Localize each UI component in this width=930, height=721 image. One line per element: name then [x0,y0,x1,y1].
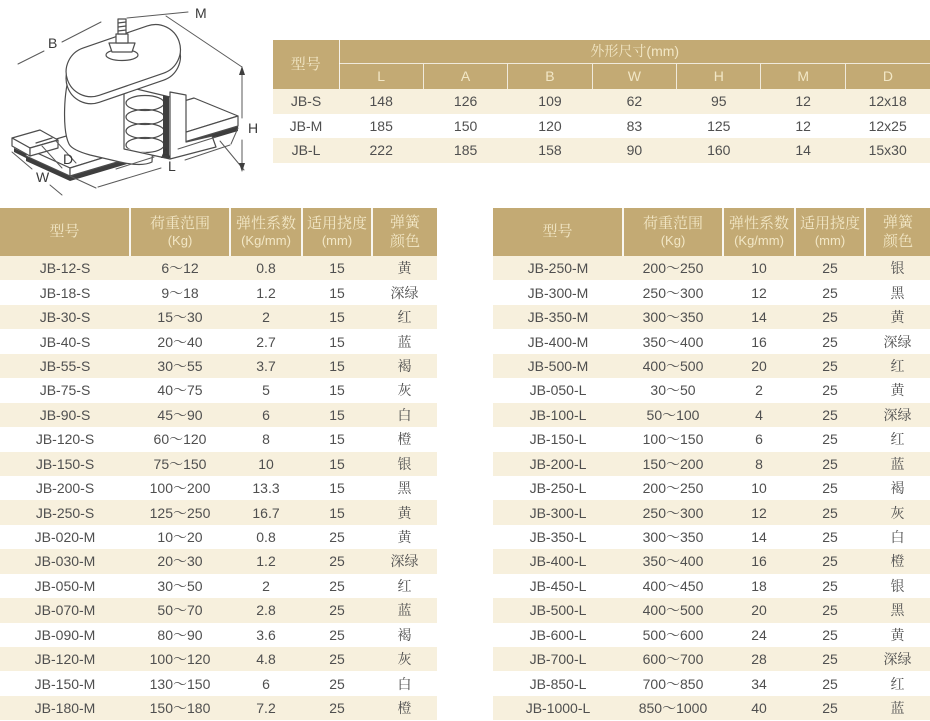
dimensions-table [273,40,930,163]
dim-sub-header-w: W [592,64,676,90]
dim-sub-header-b: B [508,64,592,90]
spec-table-row [493,280,930,304]
deflection-cell: 25 [795,574,865,598]
load-range-cell: 30～50 [623,378,723,402]
spring-color-cell: 深绿 [865,647,930,671]
spec-table-row [0,378,437,402]
spring-color-cell: 白 [865,525,930,549]
dim-label-l: L [168,158,176,174]
load-range-cell: 125～250 [130,500,230,524]
load-range-cell: 350～400 [623,329,723,353]
spec-table-row [0,647,437,671]
model-cell: JB-90-S [0,403,130,427]
load-range-cell: 700～850 [623,671,723,695]
load-range-cell: 50～100 [623,403,723,427]
hex-nut [109,43,135,52]
deflection-cell: 25 [795,549,865,573]
stiffness-cell: 34 [723,671,795,695]
spring-color-cell: 橙 [372,427,437,451]
deflection-cell: 25 [795,525,865,549]
stiffness-cell: 0.8 [230,525,302,549]
spec-table-row [493,378,930,402]
deflection-cell: 25 [795,427,865,451]
dim-label-h: H [248,120,259,136]
load-range-cell: 15～30 [130,305,230,329]
load-range-cell: 80～90 [130,623,230,647]
stiffness-cell: 14 [723,305,795,329]
load-range-cell: 400～500 [623,354,723,378]
dim-label-m: M [195,5,207,21]
load-range-header: 荷重范围 (Kg) [130,208,230,256]
stiffness-cell: 6 [230,671,302,695]
spring-color-cell: 黄 [865,623,930,647]
model-cell: JB-350-L [493,525,623,549]
load-range-cell: 60～120 [130,427,230,451]
spring-color-cell: 黑 [865,598,930,622]
model-cell: JB-050-M [0,574,130,598]
spring-color-cell: 灰 [372,647,437,671]
dim-label-d: D [63,151,74,167]
load-range-cell: 150～180 [130,696,230,720]
deflection-cell: 15 [302,354,372,378]
load-range-cell: 500～600 [623,623,723,647]
deflection-cell: 15 [302,500,372,524]
spring-color-cell: 蓝 [372,329,437,353]
spec-table-row [0,598,437,622]
dim-label-w: W [36,169,50,185]
spec-table-row [493,256,930,280]
spring-color-cell: 黄 [372,256,437,280]
spring-color-cell: 蓝 [372,598,437,622]
model-cell: JB-450-L [493,574,623,598]
dim-m-cell: 14 [761,138,845,163]
dim-h-cell: 160 [677,138,761,163]
dim-h-cell: 95 [677,89,761,114]
spec-table-row [0,525,437,549]
dim-l-cell: 148 [339,89,423,114]
stiffness-cell: 0.8 [230,256,302,280]
dim-sub-header-m: M [761,64,845,90]
spec-table-right [493,208,930,720]
deflection-cell: 25 [795,305,865,329]
dim-w-cell: 62 [592,89,676,114]
spring-color-cell: 深绿 [865,329,930,353]
model-cell: JB-30-S [0,305,130,329]
stiffness-cell: 12 [723,280,795,304]
spec-table-row [493,647,930,671]
stiffness-cell: 6 [723,427,795,451]
deflection-cell: 25 [795,476,865,500]
model-cell: JB-850-L [493,671,623,695]
load-range-cell: 400～500 [623,598,723,622]
deflection-cell: 25 [302,696,372,720]
spec-table-row [493,305,930,329]
spring-color-cell: 银 [372,452,437,476]
load-range-cell: 6～12 [130,256,230,280]
model-cell: JB-250-L [493,476,623,500]
load-range-cell: 200～250 [623,256,723,280]
spec-table-row [0,696,437,720]
stiffness-cell: 20 [723,598,795,622]
spring-color-cell: 黄 [372,525,437,549]
deflection-cell: 25 [302,623,372,647]
stiffness-cell: 40 [723,696,795,720]
deflection-cell: 15 [302,329,372,353]
load-range-cell: 130～150 [130,671,230,695]
stiffness-cell: 5 [230,378,302,402]
stiffness-header: 弹性系数 (Kg/mm) [230,208,302,256]
spring-color-cell: 黑 [865,280,930,304]
load-range-cell: 150～200 [623,452,723,476]
deflection-cell: 25 [795,280,865,304]
load-range-header: 荷重范围 (Kg) [623,208,723,256]
spring-color-cell: 红 [865,427,930,451]
model-cell: JB-350-M [493,305,623,329]
spring-color-cell: 蓝 [865,696,930,720]
load-range-cell: 20～40 [130,329,230,353]
spring-color-cell: 红 [865,354,930,378]
stiffness-cell: 8 [230,427,302,451]
stiffness-cell: 2.8 [230,598,302,622]
stiffness-cell: 2 [723,378,795,402]
stiffness-cell: 28 [723,647,795,671]
dim-m-cell: 12 [761,114,845,139]
dim-table-row [273,89,930,114]
spring-color-cell: 黄 [372,500,437,524]
spec-table-row [0,329,437,353]
stiffness-cell: 10 [723,256,795,280]
model-cell: JB-M [273,114,339,139]
dim-l-cell: 185 [339,114,423,139]
deflection-cell: 25 [795,623,865,647]
load-range-cell: 850～1000 [623,696,723,720]
deflection-cell: 25 [302,525,372,549]
spring-color-cell: 深绿 [372,549,437,573]
stiffness-cell: 3.6 [230,623,302,647]
load-range-cell: 50～70 [130,598,230,622]
spring-color-cell: 红 [372,305,437,329]
spec-table-row [493,598,930,622]
model-cell: JB-400-L [493,549,623,573]
model-cell: JB-250-M [493,256,623,280]
deflection-cell: 25 [795,500,865,524]
spec-table-row [493,574,930,598]
load-range-cell: 250～300 [623,280,723,304]
dim-a-cell: 126 [423,89,507,114]
spec-table-row [0,427,437,451]
model-cell: JB-500-L [493,598,623,622]
deflection-cell: 25 [302,598,372,622]
dim-group-header: 外形尺寸(mm) [339,40,930,64]
spec-table-row [493,476,930,500]
deflection-cell: 25 [795,452,865,476]
deflection-cell: 25 [795,354,865,378]
model-cell: JB-120-M [0,647,130,671]
dim-w-cell: 90 [592,138,676,163]
spec-table-row [493,354,930,378]
model-cell: JB-200-L [493,452,623,476]
load-range-cell: 40～75 [130,378,230,402]
spec-table-row [0,476,437,500]
model-cell: JB-150-S [0,452,130,476]
dim-d-cell: 15x30 [845,138,930,163]
load-range-cell: 300～350 [623,305,723,329]
spring-color-cell: 黄 [865,378,930,402]
model-cell: JB-020-M [0,525,130,549]
model-cell: JB-120-S [0,427,130,451]
spec-table-row [0,500,437,524]
deflection-cell: 15 [302,452,372,476]
model-cell: JB-070-M [0,598,130,622]
load-range-cell: 250～300 [623,500,723,524]
spring-color-cell: 蓝 [865,452,930,476]
dim-a-cell: 185 [423,138,507,163]
stiffness-cell: 4 [723,403,795,427]
stiffness-cell: 2 [230,574,302,598]
stiffness-cell: 1.2 [230,280,302,304]
dim-sub-header-a: A [423,64,507,90]
spring-color-cell: 橙 [372,696,437,720]
stiffness-cell: 16 [723,329,795,353]
spring-color-header: 弹簧 颜色 [865,208,930,256]
stiffness-cell: 16.7 [230,500,302,524]
deflection-cell: 25 [795,403,865,427]
dim-a-cell: 150 [423,114,507,139]
deflection-cell: 15 [302,476,372,500]
model-cell: JB-100-L [493,403,623,427]
model-header: 型号 [0,208,130,256]
stiffness-cell: 18 [723,574,795,598]
stiffness-cell: 10 [723,476,795,500]
load-range-cell: 350～400 [623,549,723,573]
model-cell: JB-12-S [0,256,130,280]
deflection-cell: 25 [302,671,372,695]
spec-table-row [0,305,437,329]
spec-table-row [493,525,930,549]
model-cell: JB-18-S [0,280,130,304]
dim-b-cell: 109 [508,89,592,114]
spec-table-row [0,671,437,695]
spring-color-cell: 黄 [865,305,930,329]
model-cell: JB-150-M [0,671,130,695]
deflection-cell: 25 [302,574,372,598]
spring-color-cell: 褐 [372,354,437,378]
deflection-cell: 15 [302,280,372,304]
load-range-cell: 100～200 [130,476,230,500]
dim-w-cell: 83 [592,114,676,139]
spring-color-cell: 深绿 [865,403,930,427]
model-cell: JB-55-S [0,354,130,378]
dim-model-header: 型号 [273,40,339,89]
spring-color-cell: 银 [865,574,930,598]
load-range-cell: 75～150 [130,452,230,476]
model-cell: JB-75-S [0,378,130,402]
load-range-cell: 30～50 [130,574,230,598]
spec-table-row [0,623,437,647]
stiffness-cell: 16 [723,549,795,573]
dim-b-cell: 158 [508,138,592,163]
dim-label-a: A [161,145,171,161]
model-cell: JB-400-M [493,329,623,353]
stiffness-cell: 2 [230,305,302,329]
load-range-cell: 400～450 [623,574,723,598]
deflection-cell: 25 [795,256,865,280]
deflection-cell: 25 [795,378,865,402]
spec-table-row [493,549,930,573]
dim-d-cell: 12x18 [845,89,930,114]
spring-color-cell: 橙 [865,549,930,573]
deflection-cell: 15 [302,403,372,427]
spring-color-cell: 深绿 [372,280,437,304]
deflection-cell: 25 [795,647,865,671]
dim-l-cell: 222 [339,138,423,163]
spring-color-cell: 红 [372,574,437,598]
model-cell: JB-200-S [0,476,130,500]
spec-table-row [0,452,437,476]
dim-sub-header-l: L [339,64,423,90]
load-range-cell: 30～55 [130,354,230,378]
model-cell: JB-600-L [493,623,623,647]
deflection-cell: 25 [795,329,865,353]
deflection-cell: 15 [302,305,372,329]
spec-table-row [493,427,930,451]
model-cell: JB-030-M [0,549,130,573]
model-cell: JB-300-L [493,500,623,524]
load-range-cell: 45～90 [130,403,230,427]
dim-table-row [273,114,930,139]
load-range-cell: 10～20 [130,525,230,549]
deflection-cell: 25 [302,647,372,671]
model-cell: JB-050-L [493,378,623,402]
spring-color-cell: 银 [865,256,930,280]
model-cell: JB-1000-L [493,696,623,720]
deflection-cell: 25 [302,549,372,573]
stiffness-cell: 6 [230,403,302,427]
spec-table-row [493,623,930,647]
spec-table-left [0,208,437,720]
model-cell: JB-40-S [0,329,130,353]
isolator-diagram [6,2,268,198]
model-cell: JB-180-M [0,696,130,720]
spring-color-cell: 灰 [372,378,437,402]
spec-table-row [493,329,930,353]
spec-table-row [0,280,437,304]
model-cell: JB-300-M [493,280,623,304]
dim-sub-header-d: D [845,64,930,90]
spring-color-cell: 白 [372,403,437,427]
model-cell: JB-250-S [0,500,130,524]
spec-table-row [493,500,930,524]
spec-table-row [493,403,930,427]
model-header: 型号 [493,208,623,256]
stiffness-cell: 1.2 [230,549,302,573]
spec-table-row [0,574,437,598]
stiffness-cell: 13.3 [230,476,302,500]
load-range-cell: 100～150 [623,427,723,451]
stiffness-cell: 3.7 [230,354,302,378]
spec-table-row [493,696,930,720]
spec-table-row [0,354,437,378]
deflection-cell: 25 [795,671,865,695]
dim-sub-header-h: H [677,64,761,90]
dim-table-row [273,138,930,163]
spec-table-row [493,671,930,695]
dim-h-cell: 125 [677,114,761,139]
spec-table-row [0,256,437,280]
deflection-cell: 25 [795,696,865,720]
spec-table-row [0,403,437,427]
stiffness-cell: 20 [723,354,795,378]
model-cell: JB-090-M [0,623,130,647]
model-cell: JB-500-M [493,354,623,378]
load-range-cell: 200～250 [623,476,723,500]
model-cell: JB-L [273,138,339,163]
model-cell: JB-S [273,89,339,114]
spring-color-cell: 褐 [865,476,930,500]
dim-d-cell: 12x25 [845,114,930,139]
deflection-cell: 15 [302,427,372,451]
deflection-cell: 15 [302,256,372,280]
model-cell: JB-150-L [493,427,623,451]
spring-color-cell: 褐 [372,623,437,647]
spec-table-row [0,549,437,573]
stiffness-cell: 2.7 [230,329,302,353]
load-range-cell: 300～350 [623,525,723,549]
dim-label-b: B [48,35,58,51]
dim-b-cell: 120 [508,114,592,139]
spec-table-row [493,452,930,476]
load-range-cell: 9～18 [130,280,230,304]
spring-color-cell: 黑 [372,476,437,500]
spring-color-cell: 红 [865,671,930,695]
load-range-cell: 20～30 [130,549,230,573]
spring-color-cell: 白 [372,671,437,695]
stiffness-cell: 8 [723,452,795,476]
stiffness-cell: 4.8 [230,647,302,671]
load-range-cell: 100～120 [130,647,230,671]
stiffness-cell: 24 [723,623,795,647]
stiffness-cell: 12 [723,500,795,524]
spring-color-cell: 灰 [865,500,930,524]
stiffness-cell: 7.2 [230,696,302,720]
stiffness-cell: 10 [230,452,302,476]
deflection-cell: 15 [302,378,372,402]
load-range-cell: 600～700 [623,647,723,671]
model-cell: JB-700-L [493,647,623,671]
stiffness-cell: 14 [723,525,795,549]
deflection-header: 适用挠度 (mm) [302,208,372,256]
stiffness-header: 弹性系数 (Kg/mm) [723,208,795,256]
spring-color-header: 弹簧 颜色 [372,208,437,256]
deflection-cell: 25 [795,598,865,622]
deflection-header: 适用挠度 (mm) [795,208,865,256]
dim-m-cell: 12 [761,89,845,114]
